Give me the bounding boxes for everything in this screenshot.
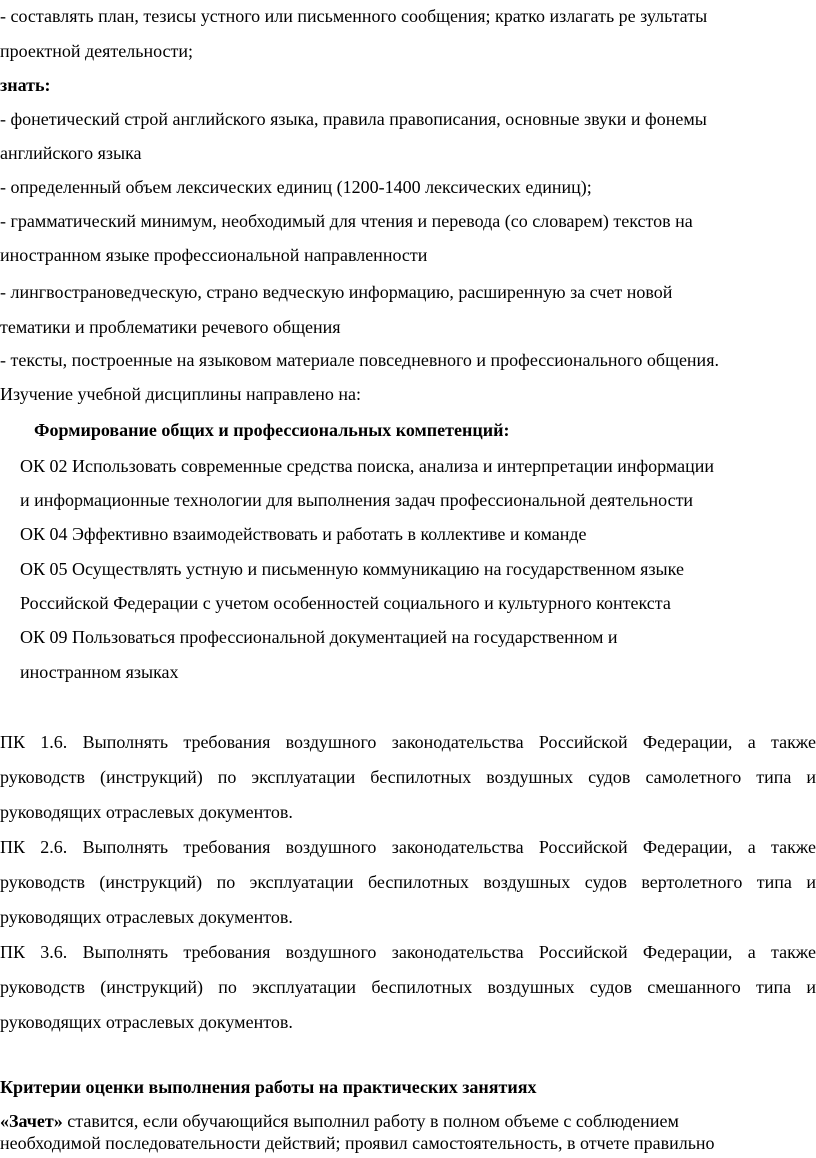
skills-line-2: проектной деятельности;	[0, 41, 194, 61]
pk-line: руководств (инструкций) по эксплуатации беспилотных воздушных судов смешанного типа и	[0, 977, 816, 997]
pk-line: руководств (инструкций) по эксплуатации беспилотных воздушных судов вертолетного типа и	[0, 872, 816, 892]
pk-line: ПК 1.6. Выполнять требования воздушного законодательства Российской Федерации, а также	[0, 732, 816, 752]
know-item: - тексты, построенные на языковом материале повседневного и профессионального общения.	[0, 350, 719, 370]
criteria-heading: Критерии оценки выполнения работы на практических занятиях	[0, 1077, 537, 1097]
know-item: - фонетический строй английского языка, правила правописания, основные звуки и фонемы	[0, 109, 707, 129]
intro-text: Изучение учебной дисциплины направлено на:	[0, 384, 362, 404]
ok-line: Российской Федерации с учетом особенностей социального и культурного контекста	[20, 593, 671, 613]
ok-line: и информационные технологии для выполнения задач профессиональной деятельности	[20, 490, 694, 510]
criteria-line-2: необходимой последовательности действий; проявил самостоятельность, в отчете правильно	[0, 1133, 715, 1153]
ok-line: ОК 04 Эффективно взаимодействовать и работать в коллективе и команде	[20, 524, 587, 544]
pk-line: руководств (инструкций) по эксплуатации беспилотных воздушных судов самолетного типа и	[0, 767, 816, 787]
ok-line: ОК 09 Пользоваться профессиональной документацией на государственном и	[20, 627, 618, 647]
pk-line: ПК 3.6. Выполнять требования воздушного законодательства Российской Федерации, а также	[0, 942, 816, 962]
criteria-zachet-line	[0, 1110, 679, 1132]
know-item: - определенный объем лексических единиц (1200-1400 лексических единиц);	[0, 177, 592, 197]
know-heading: знать:	[0, 75, 51, 95]
pk-line: руководящих отраслевых документов.	[0, 802, 293, 822]
zachet-text: ставится, если обучающийся выполнил работу в полном объеме с соблюдением	[62, 1111, 679, 1131]
ok-line: ОК 05 Осуществлять устную и письменную коммуникацию на государственном языке	[20, 559, 684, 579]
zachet-label: «Зачет»	[0, 1111, 63, 1131]
competencies-heading: Формирование общих и профессиональных компетенций:	[34, 420, 510, 440]
know-item: - лингвострановедческую, страно ведческую информацию, расширенную за счет новой	[0, 282, 673, 302]
skills-line-1: - составлять план, тезисы устного или письменного сообщения; кратко излагать ре зультаты	[0, 6, 708, 26]
know-item: тематики и проблематики речевого общения	[0, 317, 341, 337]
know-item: иностранном языке профессиональной направленности	[0, 245, 428, 265]
ok-line: иностранном языках	[20, 662, 179, 682]
ok-line: ОК 02 Использовать современные средства поиска, анализа и интерпретации информации	[20, 456, 715, 476]
know-item: английского языка	[0, 143, 142, 163]
pk-line: руководящих отраслевых документов.	[0, 907, 293, 927]
know-item: - грамматический минимум, необходимый для чтения и перевода (со словарем) текстов на	[0, 211, 693, 231]
pk-line: ПК 2.6. Выполнять требования воздушного законодательства Российской Федерации, а также	[0, 837, 816, 857]
pk-line: руководящих отраслевых документов.	[0, 1012, 293, 1032]
